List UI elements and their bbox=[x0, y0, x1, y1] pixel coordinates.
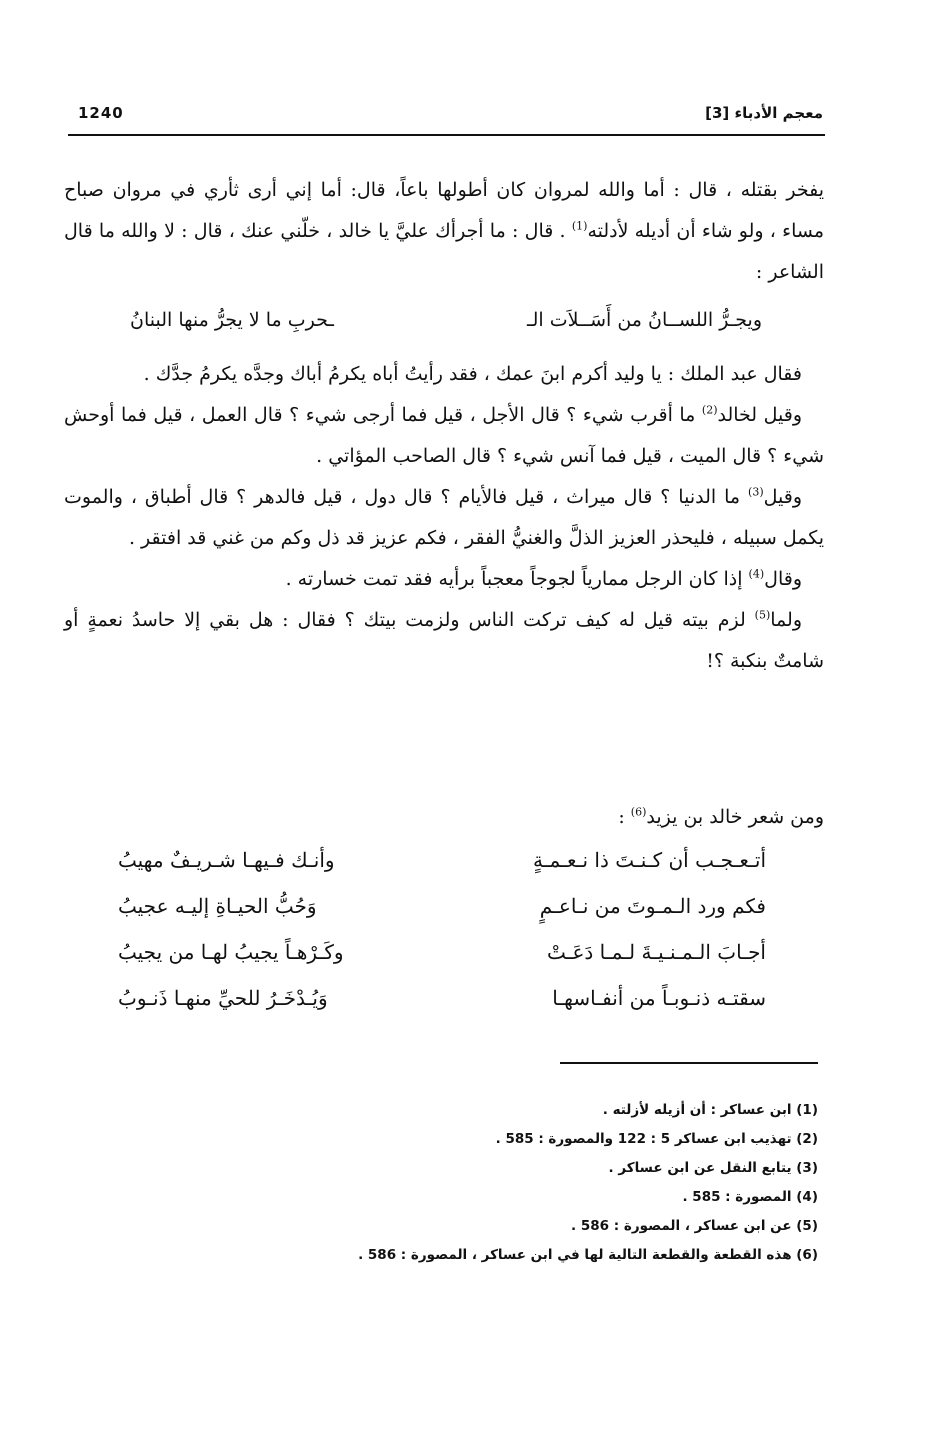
footnote-ref-4: (4) bbox=[748, 567, 765, 581]
verse-quote bbox=[130, 300, 762, 341]
footnotes bbox=[298, 1096, 818, 1270]
footnote-5: (5) عن ابن عساكر ، المصورة : 586 . bbox=[571, 1218, 818, 1234]
poem-hemistich-first: فكم ورد الـمـوتَ من نـاعـمٍ bbox=[539, 894, 766, 918]
poem-line bbox=[118, 986, 766, 1032]
footnote-6: (6) هذه القطعة والقطعة التالية لها في ابن عساكر ، المصورة : 586 . bbox=[358, 1247, 818, 1263]
poem-hemistich-first: أتـعـجـب أن كـنـتَ ذا نـعـمـةٍ bbox=[532, 848, 766, 872]
verse-hemistich-2: ـحربِ ما لا يجرُّ منها البنانُ bbox=[130, 309, 334, 331]
footnote-ref-3: (3) bbox=[748, 485, 764, 499]
paragraph-6: ولما$^{(5)}$ لزم بيته قيل له كيف تركت الناس ولزمت بيتك ؟ فقال : هل بقي إلا حاسدُ نعمةٍ أو شامتٌ بنكبة ؟! bbox=[64, 608, 824, 672]
paragraph-1: يفخر بقتله ، قال : أما والله لمروان كان أطولها باعاً، قال: أما إني أرى ثأري في مروان صباح مساء ، ولو شاء أن أديله لأدلته$^{(1)}$ . قال : ما أجرأك عليَّ يا خالد ، خلّني عنك ، قال : لا والله ما قال الشاعر : bbox=[64, 179, 824, 283]
footnote-2: (2) تهذيب ابن عساكر 5 : 122 والمصورة : 585 . bbox=[495, 1131, 818, 1147]
footnote-3: (3) يتابع النقل عن ابن عساكر . bbox=[608, 1160, 818, 1176]
poem bbox=[118, 848, 766, 1028]
poem-hemistich-first: أجـابَ الـمـنـيـةَ لـمـا دَعَـتْ bbox=[546, 940, 766, 964]
poem-intro: ومن شعر خالد بن يزيد$^{(6)}$ : bbox=[618, 805, 824, 828]
footnote-ref-6: (6) bbox=[630, 805, 647, 819]
poem-line bbox=[118, 848, 766, 894]
footnote-1: (1) ابن عساكر : أن أزيله لأزلته . bbox=[602, 1102, 818, 1118]
footnote-ref-2: (2) bbox=[701, 403, 718, 417]
main-text-2 bbox=[64, 354, 824, 682]
poem-hemistich-first: سقتـه ذنـوبـاً من أنفـاسهـا bbox=[552, 986, 766, 1010]
poem-line bbox=[118, 894, 766, 940]
footnote-divider bbox=[560, 1062, 818, 1064]
poem-hemistich-second: وَيُـدْخَـرُ للحيِّ منهـا ذَنـوبُ bbox=[118, 986, 328, 1010]
running-title: معجم الأدباء [3] bbox=[705, 104, 823, 122]
paragraph-2: فقال عبد الملك : يا وليد أكرم ابنَ عمك ، فقد رأيتُ أباه يكرمُ أباك وجدَّه يكرمُ جدَّك . bbox=[143, 363, 802, 385]
page-header bbox=[68, 104, 825, 136]
poem-hemistich-second: وأنـك فـيهـا شـريـفٌ مهيبُ bbox=[118, 848, 335, 872]
paragraph-5: وقال$^{(4)}$ إذا كان الرجل ممارياً لجوجاً معجباً برأيه فقد تمت خسارته . bbox=[285, 567, 802, 590]
verse-hemistich-1: ويجـرُّ اللســانُ من أَسَــلاَت الـ bbox=[527, 309, 762, 331]
page-number: 1240 bbox=[78, 104, 124, 122]
footnote-4: (4) المصورة : 585 . bbox=[682, 1189, 818, 1205]
footnote-ref-1: (1) bbox=[571, 219, 588, 233]
poem-hemistich-second: وكَـرْهـاً يجيبُ لهـا من يجيبُ bbox=[118, 940, 344, 964]
paragraph-3: وقيل لخالد$^{(2)}$ ما أقرب شيء ؟ قال الأجل ، قيل فما أرجى شيء ؟ قال العمل ، قيل فما أوحش شيء ؟ قال الميت ، قيل فما آنس شيء ؟ قال الصاحب المؤاتي . bbox=[64, 403, 824, 467]
paragraph-4: وقيل$^{(3)}$ ما الدنيا ؟ قال ميراث ، قيل فالأيام ؟ قال دول ، قيل فالدهر ؟ قال أطباق ، والموت يكمل سبيله ، فليحذر العزيز الذلَّ والغنيُّ الفقر ، فكم عزيز قد ذل وكم من غني قد افتقر . bbox=[64, 485, 824, 549]
poem-line bbox=[118, 940, 766, 986]
footnote-ref-5: (5) bbox=[754, 608, 771, 622]
main-text bbox=[64, 170, 824, 293]
poem-hemistich-second: وَحُبُّ الحيـاةِ إليـه عجيبُ bbox=[118, 894, 317, 918]
